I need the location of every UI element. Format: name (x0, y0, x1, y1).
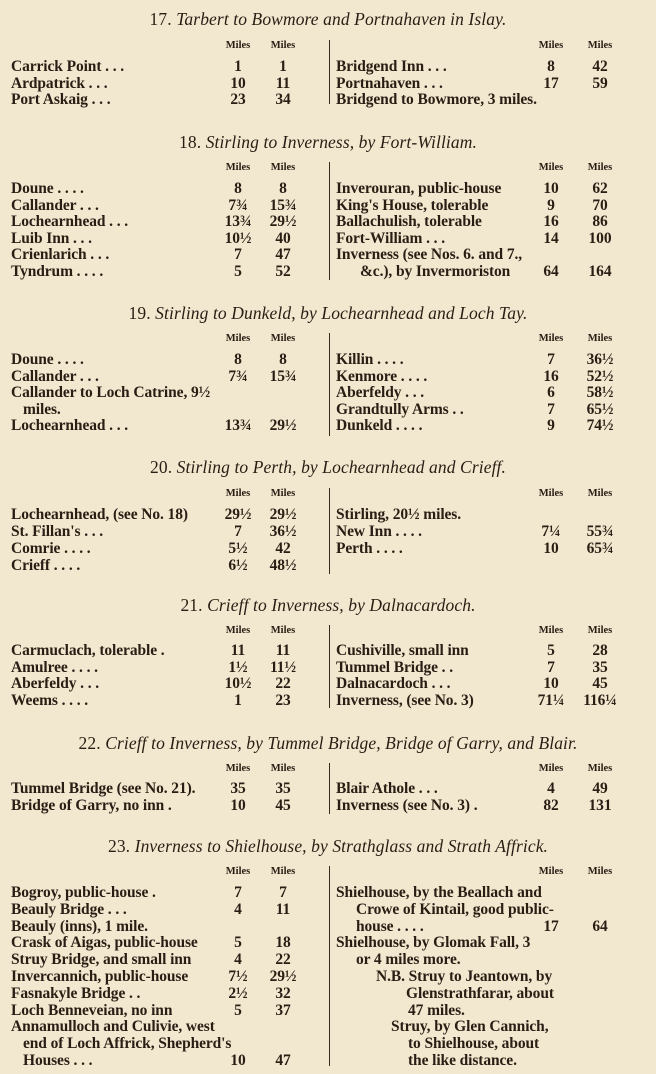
left-total-miles: 29½ (269, 213, 297, 230)
left-place-name: Luib Inn . . . (11, 229, 92, 247)
left-miles-header: Miles (225, 763, 251, 774)
route-number: 22. (78, 733, 101, 753)
route-title (0, 594, 656, 616)
left-total-miles-header: Miles (270, 625, 296, 636)
right-stage-miles: 5 (547, 642, 555, 659)
left-place-name: Carrick Point . . . (11, 58, 125, 75)
right-stage-miles: 16 (543, 367, 559, 385)
right-place-name: 47 miles. (408, 1001, 465, 1019)
left-stage-miles: 13¾ (224, 417, 252, 435)
left-miles-header: Miles (225, 162, 251, 173)
right-miles-header: Miles (538, 763, 564, 774)
right-total-miles: 59 (592, 74, 608, 92)
right-place-name: Dalnacardoch . . . (336, 675, 451, 693)
route-number: 17. (149, 9, 172, 29)
left-stage-miles: 7¾ (228, 367, 248, 385)
right-total-miles: 52½ (586, 367, 614, 385)
left-stage-miles: 11 (230, 642, 246, 659)
column-divider (329, 763, 330, 814)
right-place-name: Inverness, (see No. 3) (336, 691, 474, 709)
right-stage-miles: 14 (543, 229, 559, 247)
right-stage-miles: 8 (547, 58, 555, 75)
column-divider (329, 40, 330, 104)
left-stage-miles: 13¾ (224, 213, 252, 230)
right-stage-miles: 82 (543, 796, 559, 814)
right-place-name: Dunkeld . . . . (336, 417, 423, 435)
left-total-miles: 23 (275, 691, 291, 709)
column-divider (329, 333, 330, 436)
left-total-miles: 32 (275, 984, 291, 1002)
left-place-name: Beauly (inns), 1 mile. (11, 917, 148, 935)
route-name: Stirling to Inverness, by Fort-William. (205, 132, 477, 152)
right-miles-header: Miles (538, 333, 564, 344)
left-place-name: Loch Benneveian, no inn (11, 1001, 173, 1019)
left-stage-miles: 5 (234, 934, 242, 952)
left-total-miles: 1 (279, 58, 287, 75)
right-stage-miles: 10 (543, 539, 559, 557)
left-place-name: Struy Bridge, and small inn (11, 951, 192, 969)
left-stage-miles: 10½ (224, 675, 252, 693)
left-place-name: miles. (23, 400, 61, 418)
right-total-miles-header: Miles (587, 763, 613, 774)
left-total-miles-header: Miles (270, 763, 296, 774)
left-stage-miles: 1½ (228, 658, 248, 676)
right-total-miles: 65½ (586, 400, 614, 418)
left-total-miles: 11 (275, 642, 291, 659)
route-name: Crieff to Inverness, by Tummel Bridge, Bridge of Garry, and Blair. (105, 733, 578, 753)
left-place-name: Beauly Bridge . . . (11, 900, 127, 918)
left-total-miles: 42 (275, 539, 291, 557)
right-total-miles: 35 (592, 658, 608, 676)
right-miles-header: Miles (538, 866, 564, 877)
left-place-name: Callander . . . (11, 196, 99, 214)
right-stage-miles: 16 (543, 213, 559, 230)
left-total-miles: 11 (275, 900, 291, 918)
left-stage-miles: 10 (230, 74, 246, 92)
left-total-miles: 47 (275, 1052, 291, 1069)
left-stage-miles: 4 (234, 951, 242, 969)
route-number: 18. (179, 132, 202, 152)
column-divider (329, 488, 330, 574)
left-stage-miles: 1 (234, 58, 242, 75)
right-place-name: Aberfeldy . . . (336, 384, 425, 402)
left-place-name: St. Fillan's . . . (11, 522, 104, 540)
right-place-name: Perth . . . . (336, 539, 403, 557)
left-total-miles: 45 (275, 796, 291, 814)
left-total-miles: 22 (275, 951, 291, 969)
right-place-name: Inverness (see Nos. 6. and 7., (336, 246, 523, 263)
right-place-name: Ballachulish, tolerable (336, 213, 482, 230)
left-place-name: Fasnakyle Bridge . . (11, 984, 141, 1002)
left-miles-header: Miles (225, 333, 251, 344)
route-number: 20. (150, 457, 173, 477)
left-place-name: Callander . . . (11, 367, 99, 385)
right-total-miles: 86 (592, 213, 608, 230)
route-name: Inverness to Shielhouse, by Strathglass and Strath Affrick. (134, 836, 549, 856)
right-place-name: N.B. Struy to Jeantown, by (376, 968, 553, 985)
left-stage-miles: 1 (234, 691, 242, 709)
left-total-miles-header: Miles (270, 333, 296, 344)
left-miles-header: Miles (225, 625, 251, 636)
right-stage-miles: 10 (543, 180, 559, 197)
right-stage-miles: 10 (543, 675, 559, 693)
left-place-name: Bridge of Garry, no inn . (11, 796, 172, 814)
left-stage-miles: 4 (234, 900, 242, 918)
right-place-name: or 4 miles more. (356, 951, 461, 969)
right-total-miles: 36½ (586, 351, 614, 368)
right-total-miles: 55¾ (586, 522, 614, 540)
left-miles-header: Miles (225, 40, 251, 51)
left-stage-miles: 23 (230, 91, 246, 109)
left-total-miles: 8 (279, 180, 287, 197)
right-total-miles: 45 (592, 675, 608, 693)
left-total-miles-header: Miles (270, 866, 296, 877)
route-title (0, 835, 656, 857)
left-place-name: Tyndrum . . . . (11, 262, 104, 280)
left-stage-miles: 7 (234, 522, 242, 540)
left-stage-miles: 7 (234, 884, 242, 901)
route-title (0, 131, 656, 153)
route-number: 19. (128, 303, 151, 323)
left-stage-miles: 7¾ (228, 196, 248, 214)
left-place-name: Weems . . . . (11, 691, 89, 709)
right-total-miles-header: Miles (587, 488, 613, 499)
left-place-name: Crask of Aigas, public-house (11, 934, 198, 952)
right-total-miles: 65¾ (586, 539, 614, 557)
right-place-name: Blair Athole . . . (336, 780, 438, 797)
left-stage-miles: 8 (234, 180, 242, 197)
right-total-miles-header: Miles (587, 162, 613, 173)
right-place-name: Tummel Bridge . . (336, 658, 453, 676)
right-stage-miles: 17 (543, 74, 559, 92)
left-total-miles: 22 (275, 675, 291, 693)
left-total-miles-header: Miles (270, 488, 296, 499)
route-name: Tarbert to Bowmore and Portnahaven in Islay. (176, 9, 507, 29)
right-stage-miles: 17 (543, 917, 559, 935)
route-title (0, 8, 656, 30)
right-stage-miles: 6 (547, 384, 555, 402)
right-place-name: King's House, tolerable (336, 196, 489, 214)
left-total-miles: 15¾ (269, 367, 297, 385)
left-stage-miles: 5 (234, 262, 242, 280)
right-place-name: Inverness (see No. 3) . (336, 796, 478, 814)
left-total-miles: 36½ (269, 522, 297, 540)
left-total-miles: 52 (275, 262, 291, 280)
right-stage-miles: 64 (543, 262, 559, 280)
right-total-miles: 74½ (586, 417, 614, 435)
left-place-name: Callander to Loch Catrine, 9½ (11, 384, 211, 402)
right-total-miles: 100 (588, 229, 612, 247)
left-total-miles-header: Miles (270, 40, 296, 51)
right-miles-header: Miles (538, 625, 564, 636)
right-place-name: Crowe of Kintail, good public- (356, 900, 554, 918)
right-place-name: Inverouran, public-house (336, 180, 502, 197)
left-total-miles: 29½ (269, 968, 297, 985)
right-total-miles: 164 (588, 262, 612, 280)
right-stage-miles: 7 (547, 351, 555, 368)
left-total-miles: 18 (275, 934, 291, 952)
left-stage-miles: 35 (230, 780, 246, 797)
right-total-miles: 131 (588, 796, 612, 814)
right-place-name: Portnahaven . . . (336, 74, 443, 92)
right-total-miles: 42 (592, 58, 608, 75)
right-place-name: Kenmore . . . . (336, 367, 428, 385)
right-place-name: to Shielhouse, about (408, 1035, 540, 1053)
right-total-miles: 62 (592, 180, 608, 197)
right-stage-miles: 71¼ (537, 691, 565, 709)
left-stage-miles: 10 (230, 1052, 246, 1069)
right-place-name: Bridgend Inn . . . (336, 58, 447, 75)
left-place-name: Doune . . . . (11, 351, 84, 368)
left-stage-miles: 8 (234, 351, 242, 368)
left-stage-miles: 5 (234, 1001, 242, 1019)
left-stage-miles: 10 (230, 796, 246, 814)
left-total-miles: 15¾ (269, 196, 297, 214)
route-name: Stirling to Perth, by Lochearnhead and Crieff. (176, 457, 506, 477)
left-total-miles-header: Miles (270, 162, 296, 173)
left-total-miles: 48½ (269, 556, 297, 574)
right-total-miles-header: Miles (587, 333, 613, 344)
right-total-miles-header: Miles (587, 866, 613, 877)
right-place-name: Killin . . . . (336, 351, 404, 368)
left-place-name: end of Loch Affrick, Shepherd's (23, 1035, 232, 1053)
left-place-name: Tummel Bridge (see No. 21). (11, 780, 196, 797)
left-place-name: Bogroy, public-house . (11, 884, 156, 901)
left-miles-header: Miles (225, 866, 251, 877)
route-title (0, 302, 656, 324)
right-place-name: Cushiville, small inn (336, 642, 469, 659)
right-stage-miles: 7¼ (541, 522, 561, 540)
right-total-miles-header: Miles (587, 625, 613, 636)
right-place-name: Glenstrathfarar, about (406, 984, 554, 1002)
left-total-miles: 29½ (269, 417, 297, 435)
left-place-name: Invercannich, public-house (11, 968, 189, 985)
right-total-miles: 70 (592, 196, 608, 214)
right-miles-header: Miles (538, 488, 564, 499)
route-name: Stirling to Dunkeld, by Lochearnhead and Loch Tay. (155, 303, 528, 323)
left-stage-miles: 7½ (228, 968, 248, 985)
right-place-name: Shielhouse, by the Beallach and (336, 884, 542, 901)
left-stage-miles: 6½ (228, 556, 248, 574)
left-place-name: Port Askaig . . . (11, 91, 111, 109)
right-place-name: Stirling, 20½ miles. (336, 506, 462, 523)
left-miles-header: Miles (225, 488, 251, 499)
right-stage-miles: 7 (547, 658, 555, 676)
left-total-miles: 47 (275, 246, 291, 263)
right-total-miles: 64 (592, 917, 608, 935)
right-place-name: Shielhouse, by Glomak Fall, 3 (336, 934, 531, 952)
column-divider (329, 866, 330, 1066)
left-place-name: Lochearnhead . . . (11, 213, 129, 230)
left-place-name: Amulree . . . . (11, 658, 98, 676)
right-stage-miles: 7 (547, 400, 555, 418)
left-place-name: Annamulloch and Culivie, west (11, 1018, 215, 1036)
left-place-name: Ardpatrick . . . (11, 74, 108, 92)
left-total-miles: 7 (279, 884, 287, 901)
right-place-name: house . . . . (356, 917, 424, 935)
left-total-miles: 11½ (270, 658, 296, 676)
route-title (0, 456, 656, 478)
right-place-name: Grandtully Arms . . (336, 400, 464, 418)
left-place-name: Houses . . . (23, 1052, 93, 1069)
left-stage-miles: 29½ (224, 506, 252, 523)
left-stage-miles: 7 (234, 246, 242, 263)
column-divider (329, 162, 330, 280)
right-miles-header: Miles (538, 162, 564, 173)
right-place-name: Fort-William . . . (336, 229, 445, 247)
right-stage-miles: 4 (547, 780, 555, 797)
route-title (0, 732, 656, 754)
left-place-name: Carmuclach, tolerable . (11, 642, 165, 659)
right-place-name: Bridgend to Bowmore, 3 miles. (336, 91, 537, 109)
left-total-miles: 40 (275, 229, 291, 247)
left-total-miles: 29½ (269, 506, 297, 523)
left-place-name: Crieff . . . . (11, 556, 81, 574)
right-stage-miles: 9 (547, 417, 555, 435)
right-total-miles: 28 (592, 642, 608, 659)
left-place-name: Lochearnhead . . . (11, 417, 129, 435)
right-total-miles: 49 (592, 780, 608, 797)
route-name: Crieff to Inverness, by Dalnacardoch. (207, 595, 476, 615)
right-place-name: the like distance. (408, 1052, 517, 1069)
right-place-name: New Inn . . . . (336, 522, 422, 540)
left-stage-miles: 5½ (228, 539, 248, 557)
right-total-miles-header: Miles (587, 40, 613, 51)
left-total-miles: 8 (279, 351, 287, 368)
right-place-name: &c.), by Invermoriston (360, 262, 511, 280)
left-place-name: Lochearnhead, (see No. 18) (11, 506, 188, 523)
right-place-name: Struy, by Glen Cannich, (391, 1018, 549, 1036)
right-stage-miles: 9 (547, 196, 555, 214)
left-total-miles: 37 (275, 1001, 291, 1019)
left-total-miles: 34 (275, 91, 291, 109)
right-miles-header: Miles (538, 40, 564, 51)
route-number: 23. (107, 836, 131, 856)
left-stage-miles: 10½ (224, 229, 252, 247)
left-place-name: Doune . . . . (11, 180, 84, 197)
column-divider (329, 625, 330, 708)
left-total-miles: 11 (275, 74, 291, 92)
right-total-miles: 116¼ (583, 691, 617, 709)
route-number: 21. (180, 595, 203, 615)
left-place-name: Crienlarich . . . (11, 246, 110, 263)
left-place-name: Aberfeldy . . . (11, 675, 100, 693)
left-place-name: Comrie . . . . (11, 539, 91, 557)
left-stage-miles: 2½ (228, 984, 248, 1002)
right-total-miles: 58½ (586, 384, 614, 402)
left-total-miles: 35 (275, 780, 291, 797)
